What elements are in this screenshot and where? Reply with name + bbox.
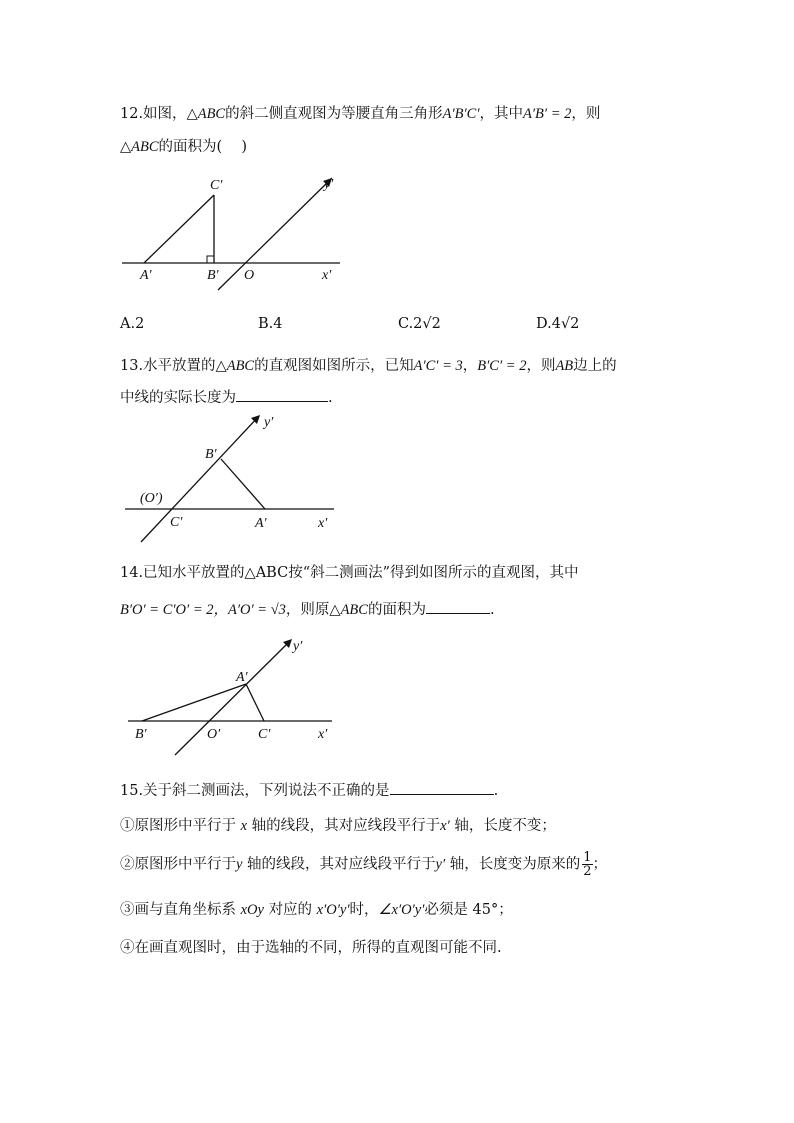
q13-answer-blank[interactable] bbox=[236, 387, 328, 402]
q12-side-ac bbox=[144, 195, 214, 263]
q13-y-axis bbox=[141, 416, 259, 542]
q14-label-c: C′ bbox=[258, 727, 271, 742]
q13-label-y: y′ bbox=[264, 415, 274, 430]
q15-line-1: 15.关于斜二测画法，下列说法不正确的是 . bbox=[120, 779, 498, 800]
q15-statement-2: ②原图形中平行于y 轴的线段，其对应线段平行于y′ 轴，长度变为原来的 $\frac{1}{2}$ ； bbox=[120, 850, 608, 879]
q14-line-2: B′O′ = C′O′ = 2，A′O′ = √3，则原△ABC的面积为 . bbox=[120, 598, 495, 619]
q13-label-c: C′ bbox=[170, 515, 183, 530]
q14-side-ab bbox=[142, 684, 246, 721]
q12-option-a: A.2 bbox=[120, 316, 145, 332]
q15-fraction: $\frac{1}{2}$ bbox=[583, 850, 592, 879]
q13-label-a: A′ bbox=[255, 516, 267, 531]
q13-label-x: x′ bbox=[318, 516, 328, 531]
q14-side-ac bbox=[246, 684, 264, 721]
q13-label-o: (O′) bbox=[140, 491, 163, 506]
q12-label-a: A′ bbox=[140, 268, 152, 283]
q12-label-c: C′ bbox=[210, 178, 223, 193]
q14-label-b: B′ bbox=[135, 727, 147, 742]
q13-side-ab bbox=[221, 459, 265, 509]
q14-label-x: x′ bbox=[318, 727, 328, 742]
q12-label-y: y′ bbox=[324, 177, 334, 192]
q14-label-a: A′ bbox=[236, 670, 248, 685]
q15-statement-3: ③画与直角坐标系 xOy 对应的 x′O′y′时，∠x′O′y′必须是 45°； bbox=[120, 902, 513, 918]
q13-label-b: B′ bbox=[205, 447, 217, 462]
q14-y-axis bbox=[175, 640, 291, 755]
q14-label-y: y′ bbox=[293, 639, 303, 654]
q14-line-1: 14.已知水平放置的△ABC按“斜二测画法”得到如图所示的直观图，其中 bbox=[120, 565, 579, 581]
q12-label-b: B′ bbox=[207, 268, 219, 283]
q15-answer-blank[interactable] bbox=[390, 780, 494, 795]
q12-option-b: B.4 bbox=[258, 316, 283, 332]
q14-label-o: O′ bbox=[207, 727, 221, 742]
q12-option-d: D.4√2 bbox=[536, 316, 580, 332]
q12-right-angle-icon bbox=[207, 256, 214, 263]
q12-option-c: C.2√2 bbox=[398, 316, 441, 332]
q13-line-1: 13.水平放置的△ABC的直观图如图所示，已知A′C′ = 3，B′C′ = 2，则AB边上的 bbox=[120, 358, 617, 374]
q15-statement-1: ①原图形中平行于 x 轴的线段，其对应线段平行于x′ 轴，长度不变； bbox=[120, 818, 556, 834]
q12-y-axis bbox=[218, 178, 332, 290]
q12-label-x: x′ bbox=[322, 268, 332, 283]
q12-line-2: △ABC的面积为( ) bbox=[120, 139, 247, 155]
q15-statement-4: ④在画直观图时，由于选轴的不同，所得的直观图可能不同. bbox=[120, 940, 502, 956]
q13-line-2: 中线的实际长度为 . bbox=[120, 386, 333, 407]
q12-line-1: 12.如图，△ABC的斜二侧直观图为等腰直角三角形A′B′C′，其中A′B′ = 2，则 bbox=[120, 106, 601, 122]
q12-label-o: O bbox=[244, 268, 255, 283]
q14-answer-blank[interactable] bbox=[426, 599, 490, 614]
